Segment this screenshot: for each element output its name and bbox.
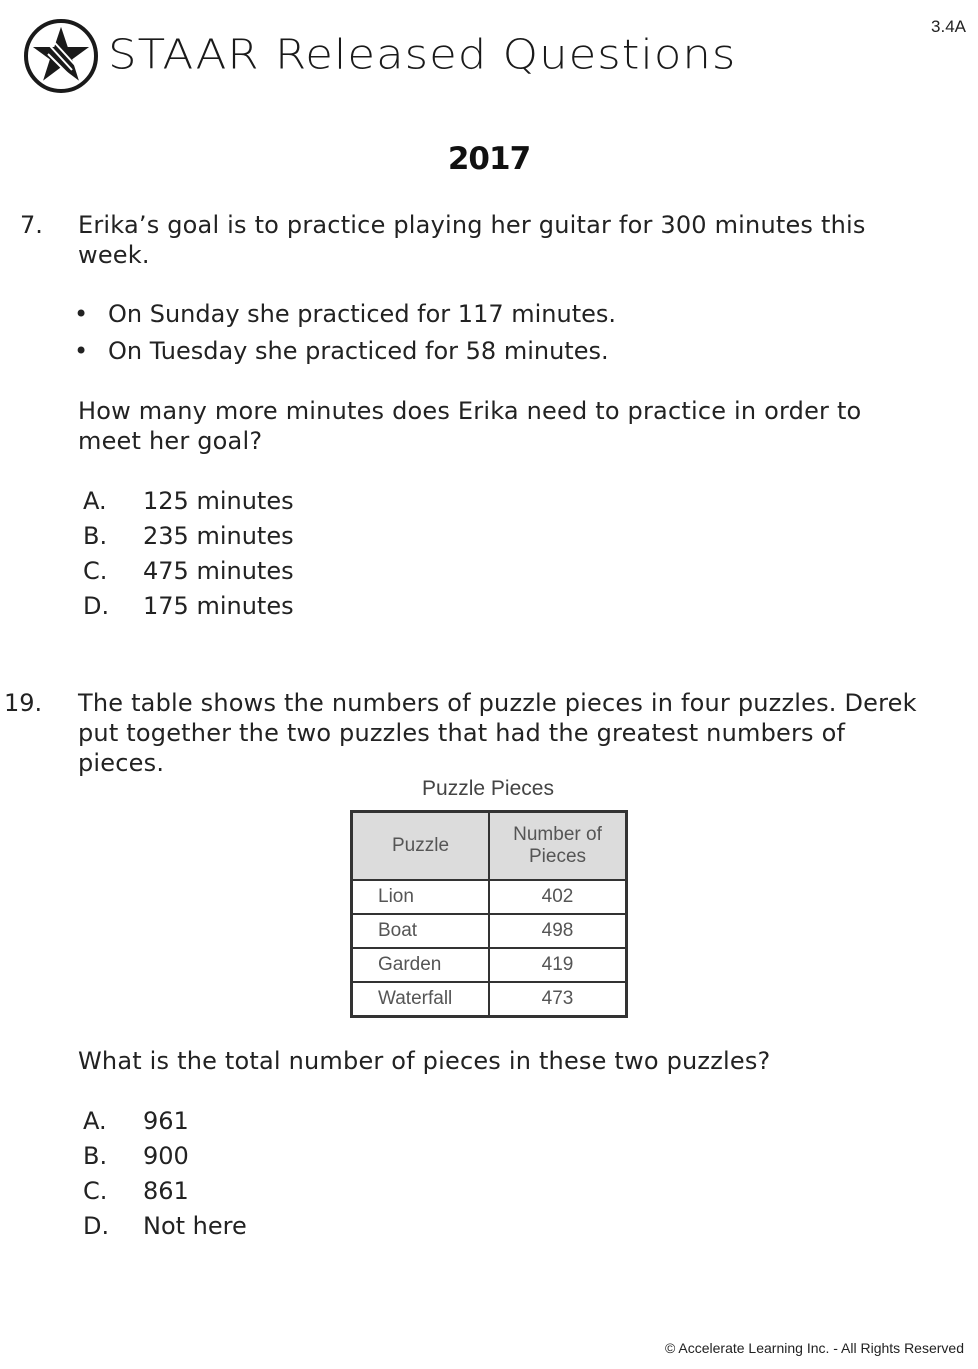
answer-letter: D. <box>83 592 110 620</box>
answer-choice-c[interactable] <box>83 1176 483 1206</box>
answer-text: Not here <box>143 1212 247 1240</box>
puzzle-pieces-table <box>350 810 628 1018</box>
answer-text: 861 <box>143 1177 189 1205</box>
answer-choice-c[interactable] <box>83 556 483 586</box>
prompt-line: How many more minutes does Erika need to practice in order to <box>78 397 862 425</box>
answer-choice-a[interactable] <box>83 486 483 516</box>
table-row <box>352 948 627 982</box>
answer-letter: B. <box>83 522 108 550</box>
bullet-text: On Tuesday she practiced for 58 minutes. <box>108 337 609 365</box>
table-header-puzzle: Puzzle <box>352 812 490 881</box>
answer-letter: A. <box>83 487 107 515</box>
bullet-icon: • <box>74 337 89 365</box>
stem-line: pieces. <box>78 749 165 777</box>
star-logo-icon <box>22 16 100 96</box>
bullet-item <box>74 336 609 366</box>
table-row <box>352 880 627 914</box>
header-line: Pieces <box>528 846 587 867</box>
year-heading: 2017 <box>447 141 531 177</box>
header-line: Number of <box>513 824 602 845</box>
bullet-text: On Sunday she practiced for 117 minutes. <box>108 300 617 328</box>
question-7-number: 7. <box>20 211 43 239</box>
standard-code: 3.4A <box>931 17 966 36</box>
stem-line: put together the two puzzles that had the greatest numbers of <box>78 719 846 747</box>
answer-choice-d[interactable] <box>83 1211 483 1241</box>
answer-letter: B. <box>83 1142 108 1170</box>
bullet-icon: • <box>74 300 89 328</box>
bullet-item <box>74 299 617 329</box>
table-header-pieces <box>489 812 627 881</box>
prompt-line: What is the total number of pieces in these two puzzles? <box>78 1047 771 1075</box>
stem-line: Erika’s goal is to practice playing her guitar for 300 minutes this <box>78 211 866 239</box>
puzzle-name-cell: Lion <box>352 880 490 914</box>
question-19-stem <box>78 688 917 778</box>
pieces-cell: 402 <box>489 880 627 914</box>
puzzle-name-cell: Waterfall <box>352 982 490 1017</box>
answer-letter: C. <box>83 1177 108 1205</box>
pieces-cell: 498 <box>489 914 627 948</box>
copyright-footer: © Accelerate Learning Inc. - All Rights Reserved <box>664 1340 964 1356</box>
answer-choice-b[interactable] <box>83 521 483 551</box>
question-7-stem <box>78 210 866 270</box>
answer-choice-b[interactable] <box>83 1141 483 1171</box>
answer-letter: C. <box>83 557 108 585</box>
table-row <box>352 982 627 1017</box>
question-19-prompt <box>78 1046 771 1076</box>
page-title: STAAR Released Questions <box>108 30 737 79</box>
table-row <box>352 914 627 948</box>
answer-choice-d[interactable] <box>83 591 483 621</box>
answer-text: 475 minutes <box>143 557 294 585</box>
answer-text: 900 <box>143 1142 189 1170</box>
prompt-line: meet her goal? <box>78 427 263 455</box>
answer-choice-a[interactable] <box>83 1106 483 1136</box>
question-19-number: 19. <box>4 689 43 717</box>
pieces-cell: 473 <box>489 982 627 1017</box>
answer-text: 961 <box>143 1107 189 1135</box>
stem-line: week. <box>78 241 150 269</box>
puzzle-name-cell: Boat <box>352 914 490 948</box>
answer-text: 235 minutes <box>143 522 294 550</box>
answer-letter: A. <box>83 1107 107 1135</box>
answer-letter: D. <box>83 1212 110 1240</box>
question-7-prompt <box>78 396 861 456</box>
stem-line: The table shows the numbers of puzzle pieces in four puzzles. Derek <box>78 689 917 717</box>
pieces-cell: 419 <box>489 948 627 982</box>
table-caption: Puzzle Pieces <box>422 777 554 800</box>
puzzle-name-cell: Garden <box>352 948 490 982</box>
answer-text: 175 minutes <box>143 592 294 620</box>
answer-text: 125 minutes <box>143 487 294 515</box>
